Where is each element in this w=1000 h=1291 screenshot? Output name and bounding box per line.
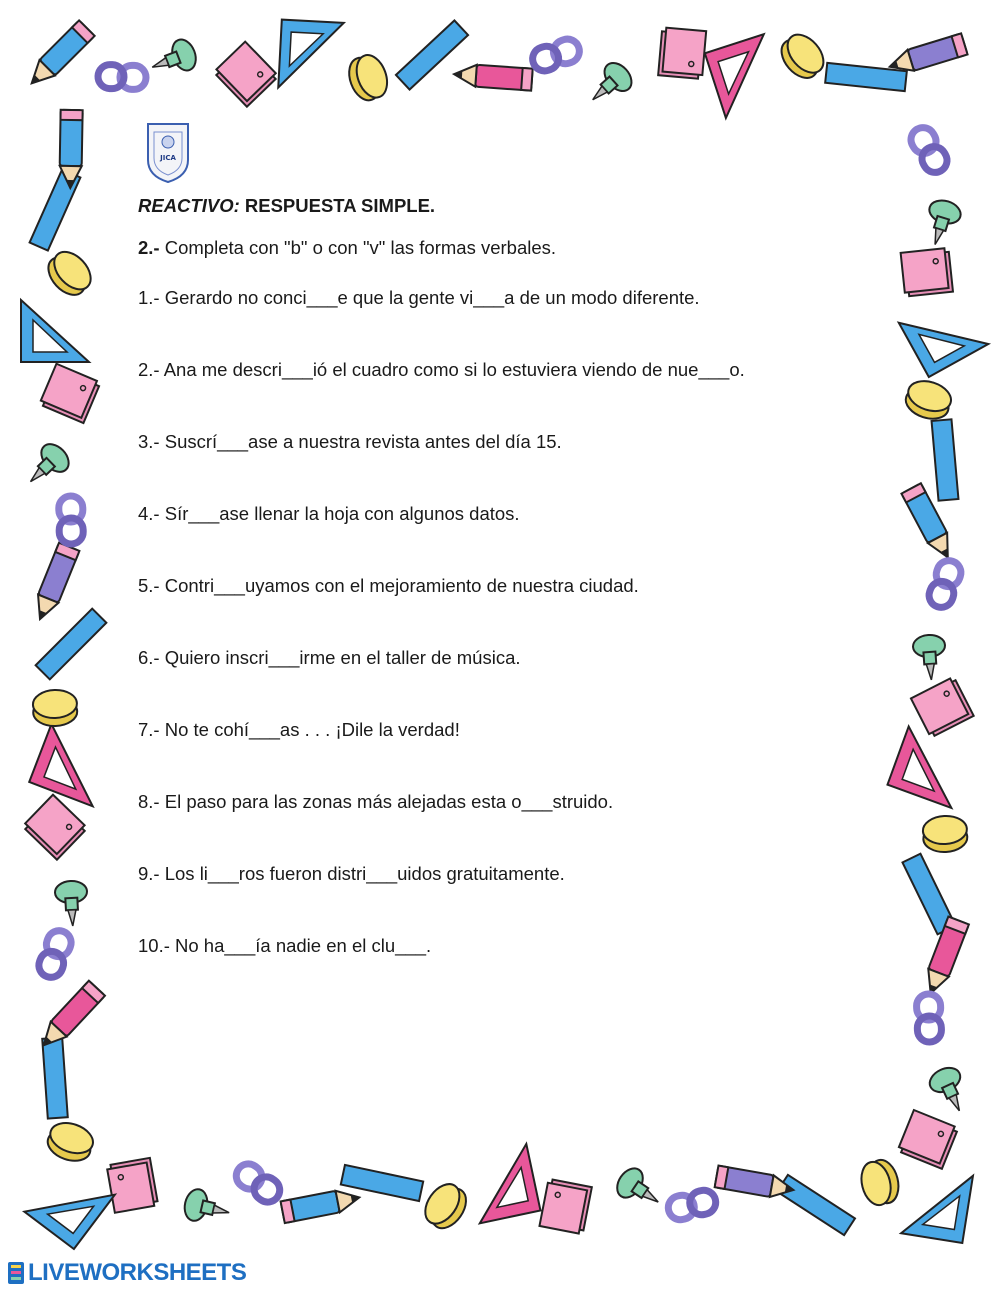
pushpin-icon	[582, 58, 637, 112]
paperclip-icon	[907, 123, 952, 177]
triangle-ruler-icon	[29, 724, 115, 806]
paperclip-icon	[926, 557, 964, 610]
eraser-icon	[774, 28, 830, 85]
liveworksheets-logo-icon	[8, 1262, 24, 1284]
triangle-ruler-icon	[705, 34, 785, 118]
paperclip-icon	[666, 1188, 718, 1222]
triangle-ruler-icon	[899, 290, 989, 377]
sticky-note-icon	[39, 364, 100, 423]
eraser-icon	[902, 376, 955, 424]
pushpin-icon	[612, 1164, 667, 1216]
sticky-note-icon	[214, 42, 279, 107]
paperclip-icon	[232, 1159, 285, 1207]
pencil-icon	[30, 543, 80, 624]
eraser-icon	[857, 1157, 903, 1208]
pushpin-icon	[920, 197, 964, 249]
instruction-number: 2.-	[138, 237, 160, 258]
paperclip-icon	[916, 994, 942, 1043]
sticky-note-icon	[539, 1179, 591, 1235]
pushpin-icon	[912, 634, 947, 681]
pushpin-icon	[147, 36, 200, 82]
exercise-item[interactable]: 8.- El paso para las zonas más alejadas esta o___struido.	[138, 791, 614, 812]
sticky-note-icon	[897, 1110, 958, 1169]
pushpin-icon	[926, 1063, 974, 1117]
pushpin-icon	[182, 1187, 233, 1228]
triangle-ruler-icon	[466, 1144, 541, 1223]
eraser-icon	[41, 245, 97, 302]
exercise-item[interactable]: 6.- Quiero inscri___irme en el taller de música.	[138, 647, 521, 668]
exercise-item[interactable]: 1.- Gerardo no conci___e que la gente vi___a de un modo diferente.	[138, 287, 700, 308]
instruction	[138, 233, 878, 263]
sticky-note-icon	[911, 677, 974, 738]
school-logo-icon	[144, 120, 192, 184]
triangle-ruler-icon	[278, 20, 343, 91]
paperclip-icon	[98, 64, 147, 90]
sticky-note-icon	[22, 795, 87, 860]
worksheet-content	[138, 193, 878, 1003]
ruler-icon	[42, 1037, 68, 1118]
exercise-item[interactable]: 3.- Suscrí___ase a nuestra revista antes del día 15.	[138, 431, 562, 452]
reactivo-title: RESPUESTA SIMPLE.	[244, 195, 436, 216]
reactivo-heading	[138, 193, 878, 219]
eraser-icon	[344, 51, 393, 105]
exercise-item[interactable]: 10.- No ha___ía nadie en el clu___.	[138, 935, 432, 956]
instruction-text: Completa con "b" o con "v" las formas verbales.	[164, 237, 557, 258]
triangle-ruler-icon	[887, 726, 972, 808]
eraser-icon	[922, 815, 968, 853]
sticky-note-icon	[107, 1158, 159, 1213]
paperclip-icon	[59, 496, 84, 544]
ruler-icon	[777, 1175, 855, 1235]
eraser-icon	[44, 1118, 97, 1166]
logo-text: JICA	[160, 154, 176, 162]
exercise-item[interactable]: 7.- No te cohí___as . . . ¡Dile la verdad!	[138, 719, 460, 740]
footer-brand: LIVEWORKSHEETS	[28, 1259, 247, 1286]
reactivo-label: REACTIVO:	[138, 195, 240, 216]
triangle-ruler-icon	[901, 1166, 973, 1243]
eraser-icon	[418, 1178, 473, 1235]
paperclip-icon	[529, 36, 582, 74]
ruler-icon	[396, 20, 468, 89]
pencil-icon	[281, 1187, 362, 1223]
paperclip-icon	[36, 927, 75, 980]
pencil-icon	[453, 63, 532, 90]
exercise-item[interactable]: 5.- Contri___uyamos con el mejoramiento de nuestra ciudad.	[138, 575, 639, 596]
ruler-icon	[932, 419, 959, 500]
exercise-item[interactable]: 9.- Los li___ros fueron distri___uidos gratuitamente.	[138, 863, 565, 884]
sticky-note-icon	[658, 27, 706, 79]
triangle-ruler-icon	[24, 1157, 114, 1249]
pencil-icon	[920, 917, 968, 998]
sticky-note-icon	[901, 248, 953, 297]
pushpin-icon	[19, 439, 74, 493]
triangle-ruler-icon	[21, 300, 89, 362]
exercise-item[interactable]: 2.- Ana me descri___ió el cuadro como si lo estuviera viendo de nue___o.	[138, 359, 745, 380]
exercise-item[interactable]: 4.- Sír___ase llenar la hoja con algunos datos.	[138, 503, 520, 524]
pencil-icon	[24, 20, 95, 91]
eraser-icon	[32, 689, 77, 727]
ruler-icon	[36, 609, 107, 680]
pushpin-icon	[54, 880, 88, 927]
pencil-icon	[36, 981, 105, 1053]
liveworksheets-footer[interactable]	[8, 1258, 246, 1288]
